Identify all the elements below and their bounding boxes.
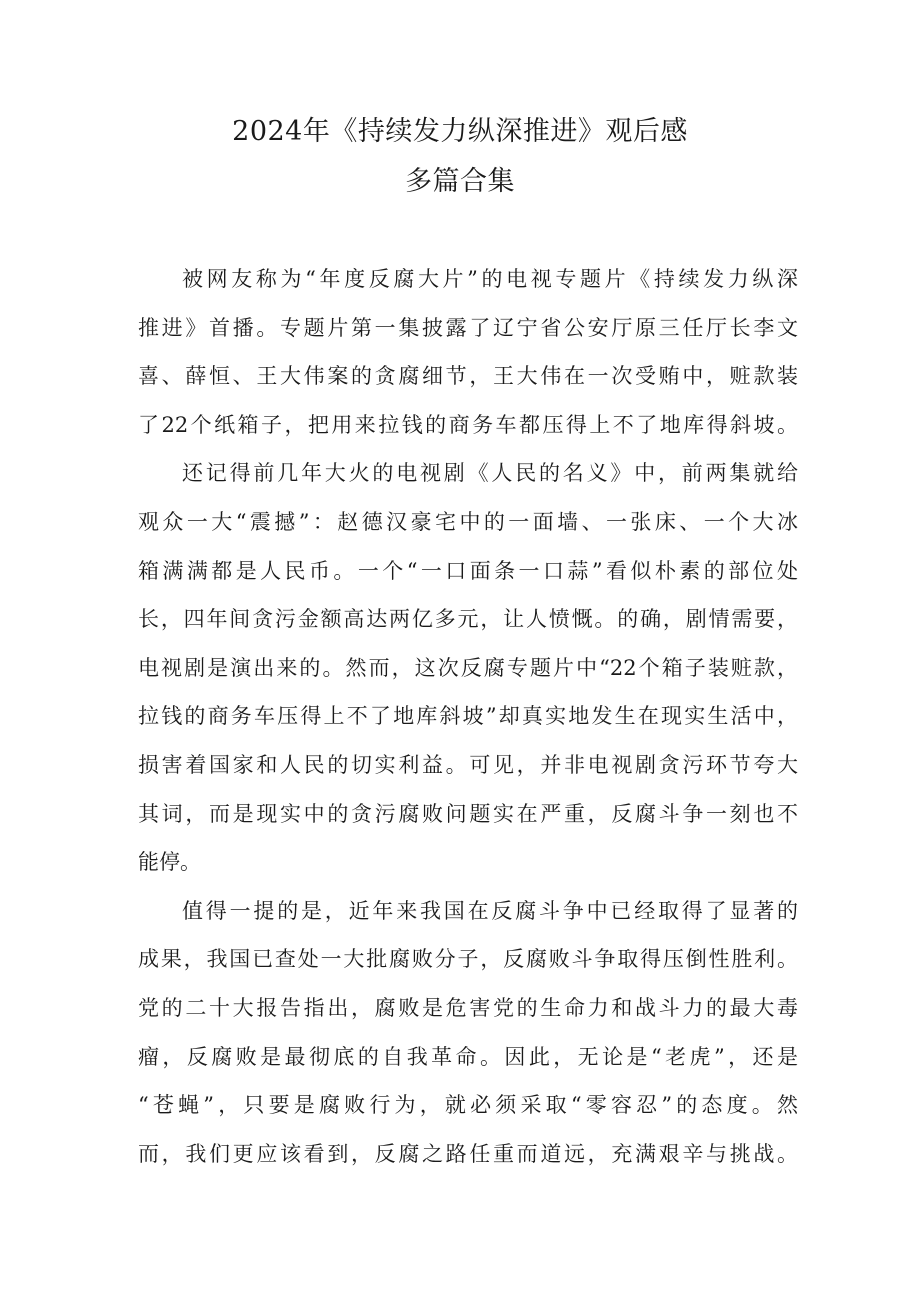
text-line: 而，我们更应该看到，反腐之路任重而道远，充满艰辛与挑战。	[138, 1141, 798, 1166]
text-line: 被网友称为“年度反腐大片”的电视专题片《持续发力纵深	[182, 267, 798, 291]
text-line: 电视剧是演出来的。然而，这次反腐专题片中“22个箱子装赃款，	[138, 655, 798, 680]
text-line: 其词，而是现实中的贪污腐败问题实在严重，反腐斗争一刻也不	[138, 801, 798, 826]
paragraph-1	[138, 255, 798, 449]
text-line: 观众一大“震撼”：赵德汉豪宅中的一面墙、一张床、一个大冰	[138, 509, 798, 534]
text-line: 喜、薛恒、王大伟案的贪腐细节，王大伟在一次受贿中，赃款装	[138, 364, 798, 389]
text-line: 损害着国家和人民的切实利益。可见，并非电视剧贪污环节夸大	[138, 752, 798, 777]
document-body	[138, 255, 798, 1178]
text-line: 拉钱的商务车压得上不了地库斜坡”却真实地发生在现实生活中，	[138, 704, 798, 729]
text-line: 推进》首播。专题片第一集披露了辽宁省公安厅原三任厅长李文	[138, 315, 798, 340]
text-line: 成果，我国已查处一大批腐败分子，反腐败斗争取得压倒性胜利。	[138, 947, 798, 972]
document-title: 2024年《持续发力纵深推进》观后感	[232, 116, 688, 147]
text-line: 党的二十大报告指出，腐败是危害党的生命力和战斗力的最大毒	[138, 995, 798, 1020]
text-line: “苍蝇”，只要是腐败行为，就必须采取“零容忍”的态度。然	[138, 1093, 798, 1118]
paragraph-3	[138, 887, 798, 1179]
paragraph-2	[138, 449, 798, 886]
text-line: 箱满满都是人民币。一个“一口面条一口蒜”看似朴素的部位处	[138, 558, 798, 583]
text-line: 还记得前几年大火的电视剧《人民的名义》中，前两集就给	[182, 461, 798, 486]
text-line: 瘤，反腐败是最彻底的自我革命。因此，无论是“老虎”，还是	[138, 1044, 798, 1069]
text-line: 能停。	[138, 850, 201, 875]
text-line: 长，四年间贪污金额高达两亿多元，让人愤慨。的确，剧情需要，	[138, 607, 798, 632]
text-line: 值得一提的是，近年来我国在反腐斗争中已经取得了显著的	[182, 898, 798, 923]
text-line: 了22个纸箱子，把用来拉钱的商务车都压得上不了地库得斜坡。	[138, 412, 798, 437]
document-subtitle: 多篇合集	[405, 166, 515, 197]
